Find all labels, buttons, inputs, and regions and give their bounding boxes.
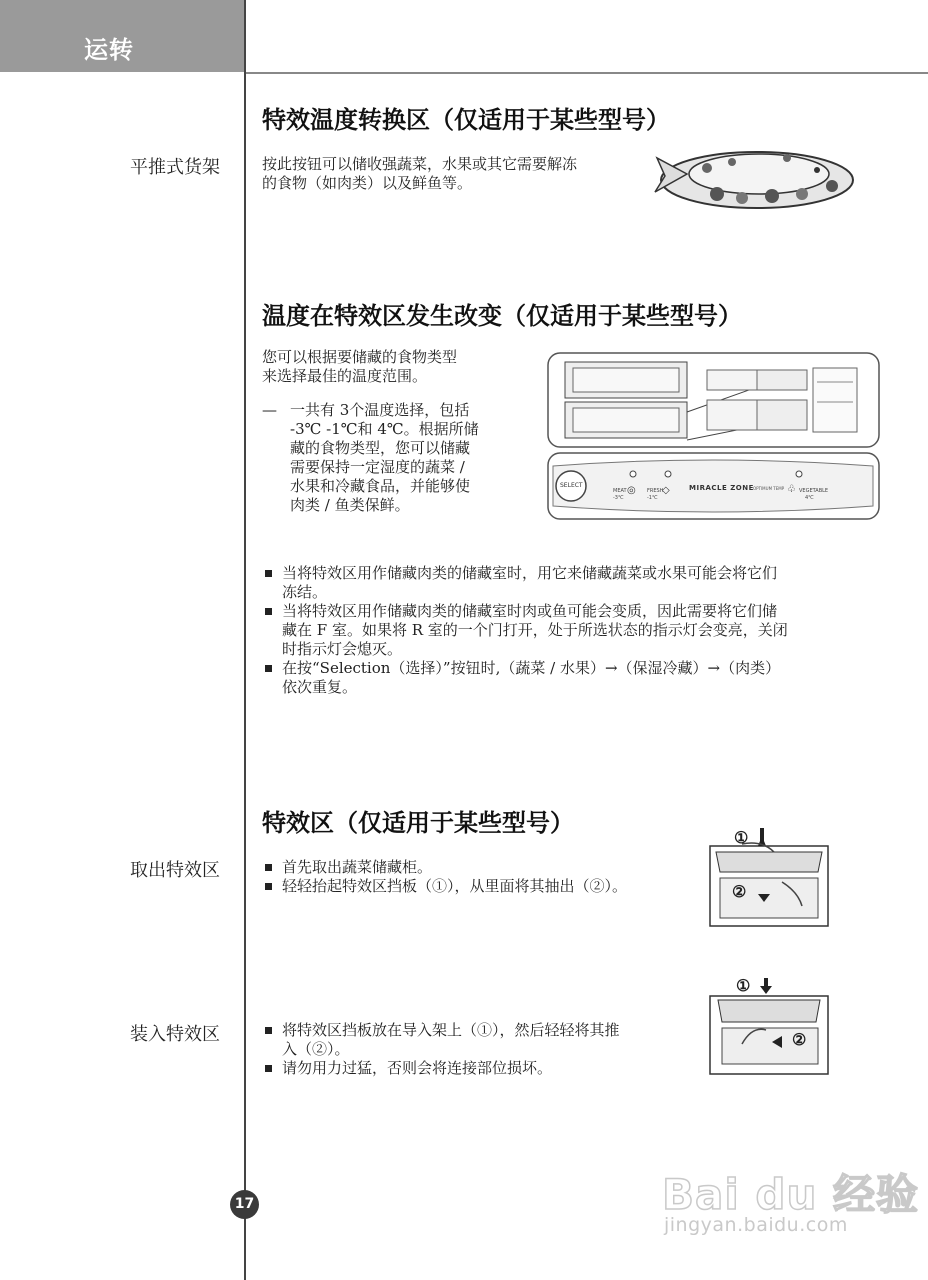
side-label-flat-shelf: 平推式货架: [130, 157, 220, 178]
install-steps: [262, 1021, 692, 1078]
step1-marker: ①: [734, 828, 749, 847]
text-line: 在按“Selection（选择）”按钮时,（蔬菜 / 水果）→（保湿冷藏）→（肉类）: [282, 659, 781, 677]
text-line: 来选择最佳的温度范围。: [262, 367, 428, 385]
fish-platter-illustration: [647, 138, 857, 212]
list-item: [262, 564, 892, 602]
remove-steps: [262, 858, 702, 896]
text-line: 当将特效区用作储藏肉类的储藏室时肉或鱼可能会变质，因此需要将它们储: [282, 602, 778, 620]
text-line: -3℃ -1℃和 4℃。根据所储: [290, 420, 479, 438]
text-line: 藏在 F 室。如果将 R 室的一个门打开，处于所选状态的指示灯会变亮，关闭: [282, 621, 788, 639]
side-label-remove-zone: 取出特效区: [130, 860, 220, 881]
step2-marker: ②: [792, 1030, 807, 1049]
miracle-zone-label: MIRACLE ZONE: [689, 484, 754, 492]
text-line: 入（②）。: [282, 1040, 350, 1058]
vegetable-label: VEGETABLE: [799, 488, 829, 494]
optimum-temp-label: OPTIMUM TEMP: [753, 486, 785, 491]
control-panel-illustration: [547, 452, 880, 520]
fridge-interior-illustration: [547, 352, 880, 448]
text-line: 的食物（如肉类）以及鲜鱼等。: [262, 174, 473, 192]
vegetable-temp: 4℃: [805, 495, 814, 501]
vegetable-icon: ♧: [787, 484, 796, 495]
list-item: [262, 602, 892, 659]
list-item: [262, 1059, 692, 1078]
meat-icon: ◎: [627, 485, 636, 496]
watermark-url: jingyan.baidu.com: [664, 1214, 848, 1236]
fish-icon: ◇: [662, 485, 670, 496]
temp-options-item: [262, 401, 550, 515]
dash-mark: —: [262, 401, 277, 419]
text-line: 时指示灯会熄灭。: [282, 640, 403, 658]
list-item: [262, 659, 892, 697]
meat-label: MEAT: [613, 488, 627, 494]
page-number: 17: [230, 1190, 259, 1219]
text-line: 水果和冷藏食品，并能够使: [290, 477, 471, 495]
heading-special-temp-zone: 特效温度转换区（仅适用于某些型号）: [262, 106, 670, 134]
meat-temp: -3℃: [613, 495, 624, 501]
remove-zone-drawing: [702, 822, 832, 928]
text-line: 您可以根据要储藏的食物类型: [262, 348, 458, 366]
install-zone-illustration: [702, 974, 832, 1076]
text-line: 冻结。: [282, 583, 328, 601]
remove-zone-illustration: [702, 822, 832, 928]
heading-special-zone: 特效区（仅适用于某些型号）: [262, 809, 574, 837]
list-item: [262, 1021, 692, 1059]
step1-marker: ①: [736, 976, 751, 995]
baidu-jingyan-logo: Bai du 经验: [662, 1170, 919, 1219]
section-title: 运转: [84, 36, 134, 64]
list-item: 轻轻抬起特效区挡板（①），从里面将其抽出（②）。: [262, 877, 702, 896]
section2-intro: [262, 348, 532, 386]
install-zone-drawing: [702, 974, 832, 1076]
list-item: 首先取出蔬菜储藏柜。: [262, 858, 702, 877]
select-button-label: SELECT: [560, 482, 583, 489]
text-line: 按此按钮可以储收强蔬菜，水果或其它需要解冻: [262, 155, 578, 173]
header-rule: [245, 72, 928, 74]
margin-rule: [244, 0, 246, 1280]
text-line: 肉类 / 鱼类保鲜。: [290, 496, 410, 514]
text-line: 当将特效区用作储藏肉类的储藏室时，用它来储藏蔬菜或水果可能会将它们: [282, 564, 778, 582]
step2-marker: ②: [732, 882, 747, 901]
text-line: 依次重复。: [282, 678, 358, 696]
text-line: 一共有 3个温度选择，包括: [290, 401, 470, 419]
text-line: 请勿用力过猛，否则会将连接部位损坏。: [282, 1059, 553, 1077]
text-line: 将特效区挡板放在导入架上（①），然后轻轻将其推: [282, 1021, 620, 1039]
section2-notes: [262, 564, 892, 697]
text-line: 藏的食物类型，您可以储藏: [290, 439, 471, 457]
heading-temp-change: 温度在特效区发生改变（仅适用于某些型号）: [262, 302, 742, 330]
side-label-install-zone: 装入特效区: [130, 1024, 220, 1045]
fresh-temp: -1℃: [647, 495, 658, 501]
text-line: 需要保持一定湿度的蔬菜 /: [290, 458, 465, 476]
fresh-label: FRESH: [647, 488, 664, 494]
section1-text: [262, 155, 652, 193]
